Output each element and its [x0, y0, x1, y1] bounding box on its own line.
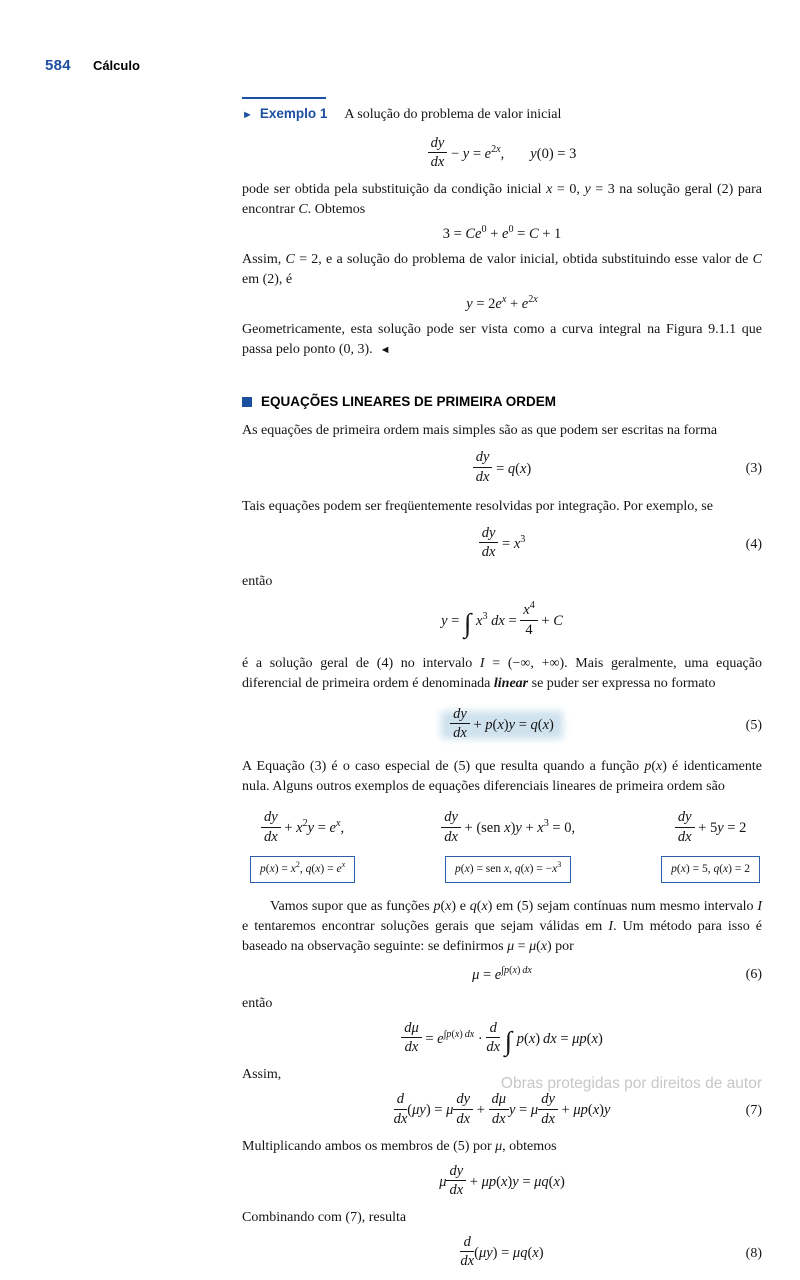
page-number: 584	[45, 57, 71, 74]
section-marker-icon	[242, 397, 252, 407]
section-title: EQUAÇÕES LINEARES DE PRIMEIRA ORDEM	[261, 394, 557, 410]
equation-8-math: $\frac{d}{dx}$ (μy) = μq(x)	[460, 1234, 544, 1270]
book-title: Cálculo	[92, 58, 140, 73]
linear-example-1-equation: $\frac{dy}{dx}$ + $x^2y = e^x$,	[250, 811, 355, 846]
paragraph-geral: é a solução geral de (4) no intervalo I = (−∞, +∞). Mais geralmente, uma equação diferencial de primeira ordem é denominada linear se puder ser expressa no formato	[242, 655, 762, 691]
linear-example-3	[661, 811, 760, 882]
equation-6-math: $\mu = e^{\int p(x) dx}$	[472, 964, 532, 983]
linear-example-2	[441, 811, 575, 882]
equation-integral: y = ∫ $x^3$ dx = $\frac{x^4}{4}$ + C	[441, 600, 563, 639]
example-arrow-icon: ►	[242, 109, 253, 121]
example-label-text: Exemplo 1	[259, 106, 328, 121]
equation-7-tag: (7)	[745, 1103, 762, 1119]
equation-5	[242, 705, 762, 743]
paragraph-combinando: Combinando com (7), resulta	[242, 1210, 407, 1226]
equation-5-math: $\frac{dy}{dx}$ + p(x)y = q(x)	[446, 716, 558, 734]
equation-4	[242, 524, 762, 562]
paragraph-section-intro: As equações de primeira ordem mais simples são as que podem ser escritas na forma	[242, 423, 718, 439]
equation-c-value: $3 = Ce^0 + e^0 = C + 1$	[442, 224, 562, 243]
equation-7-math: $\frac{d}{dx}$ (μy) = μ $\frac{dy}{dx}$ + $\frac{d\mu}{dx}$ y = μ $\frac{dy}{dx}$ + μp(x)y	[393, 1091, 611, 1127]
paragraph-entao-2: então	[242, 995, 273, 1011]
equation-5-tag: (5)	[745, 717, 762, 733]
equation-6-tag: (6)	[745, 967, 762, 983]
section-heading	[242, 392, 762, 412]
equation-dmu: $\frac{d\mu}{dx}$ = $e^{\int p(x) dx}$ · $\frac{d}{dx}$ ∫ p(x) dx = μp(x)	[242, 1022, 762, 1057]
equation-6	[242, 965, 762, 986]
page-header	[45, 57, 140, 74]
equation-7	[242, 1093, 762, 1128]
equation-3-math: $\frac{dy}{dx}$ = q(x)	[473, 461, 532, 477]
paragraph-vamos-supor: Vamos supor que as funções p(x) e q(x) em (5) sejam contínuas num mesmo intervalo I e tentaremos encontrar soluções gerais que sejam válidas em I. Um método para isso é baseado na observação seguinte: se definirmos μ = μ(x) por	[242, 898, 762, 954]
linear-example-2-pq-box: p(x) = sen x, $q(x) = -x^3$	[445, 856, 571, 883]
equation-3-tag: (3)	[745, 461, 762, 477]
equation-multiplied: μ $\frac{dy}{dx}$ + μp(x)y = μq(x)	[439, 1162, 565, 1198]
paragraph-geometric: Geometricamente, esta solução pode ser vista como a curva integral na Figura 9.1.1 que passa pelo ponto (0, 3). ◄	[242, 322, 762, 358]
equation-8	[242, 1236, 762, 1271]
equation-4-math: $\frac{dy}{dx}$ = $x^3$	[479, 536, 526, 552]
linear-example-3-pq-box: p(x) = 5, q(x) = 2	[661, 856, 760, 883]
main-content	[242, 97, 762, 1280]
linear-examples-row	[242, 811, 762, 882]
paragraph-substitution: pode ser obtida pela substituição da condição inicial x = 0, y = 3 na solução geral (2) para encontrar C. Obtemos	[242, 182, 762, 218]
linear-example-2-equation: $\frac{dy}{dx}$ + (sen $x)y + x^3 = 0$,	[441, 811, 575, 846]
example-1-block	[242, 97, 762, 360]
linear-example-1-pq-box: $p(x) = x^2$, $q(x) = e^x$	[250, 856, 355, 883]
equation-4-tag: (4)	[745, 536, 762, 552]
equation-solution: $y = 2e^x + e^{2x}$	[466, 294, 538, 313]
example-header-line	[242, 104, 762, 125]
example-label	[242, 104, 327, 125]
paragraph-multiplicando: Multiplicando ambos os membros de (5) por μ, obtemos	[242, 1138, 557, 1154]
paragraph-assim-2: Assim,	[242, 1067, 282, 1083]
copyright-notice: Obras protegidas por direitos de autor	[500, 1075, 762, 1092]
paragraph-tais: Tais equações podem ser freqüentemente resolvidas por integração. Por exemplo, se	[242, 498, 713, 514]
paragraph-entao-1: então	[242, 574, 273, 590]
linear-example-1	[250, 811, 355, 882]
equation-8-tag: (8)	[745, 1245, 762, 1261]
example-rule	[242, 97, 326, 99]
example-intro: A solução do problema de valor inicial	[344, 107, 562, 122]
equation-3	[242, 451, 762, 486]
paragraph-assim: Assim, C = 2, e a solução do problema de valor inicial, obtida substituindo esse valor de C em (2), é	[242, 252, 762, 288]
linear-example-3-equation: $\frac{dy}{dx}$ + 5y = 2	[661, 811, 760, 846]
paragraph-caso-especial: A Equação (3) é o caso especial de (5) que resulta quando a função p(x) é identicamente nula. Alguns outros exemplos de equações diferenciais lineares de primeira ordem são	[242, 759, 762, 795]
equation-ivp: $\frac{dy}{dx}$ − $y = e^{2x}$, y(0) = 3	[242, 137, 762, 172]
